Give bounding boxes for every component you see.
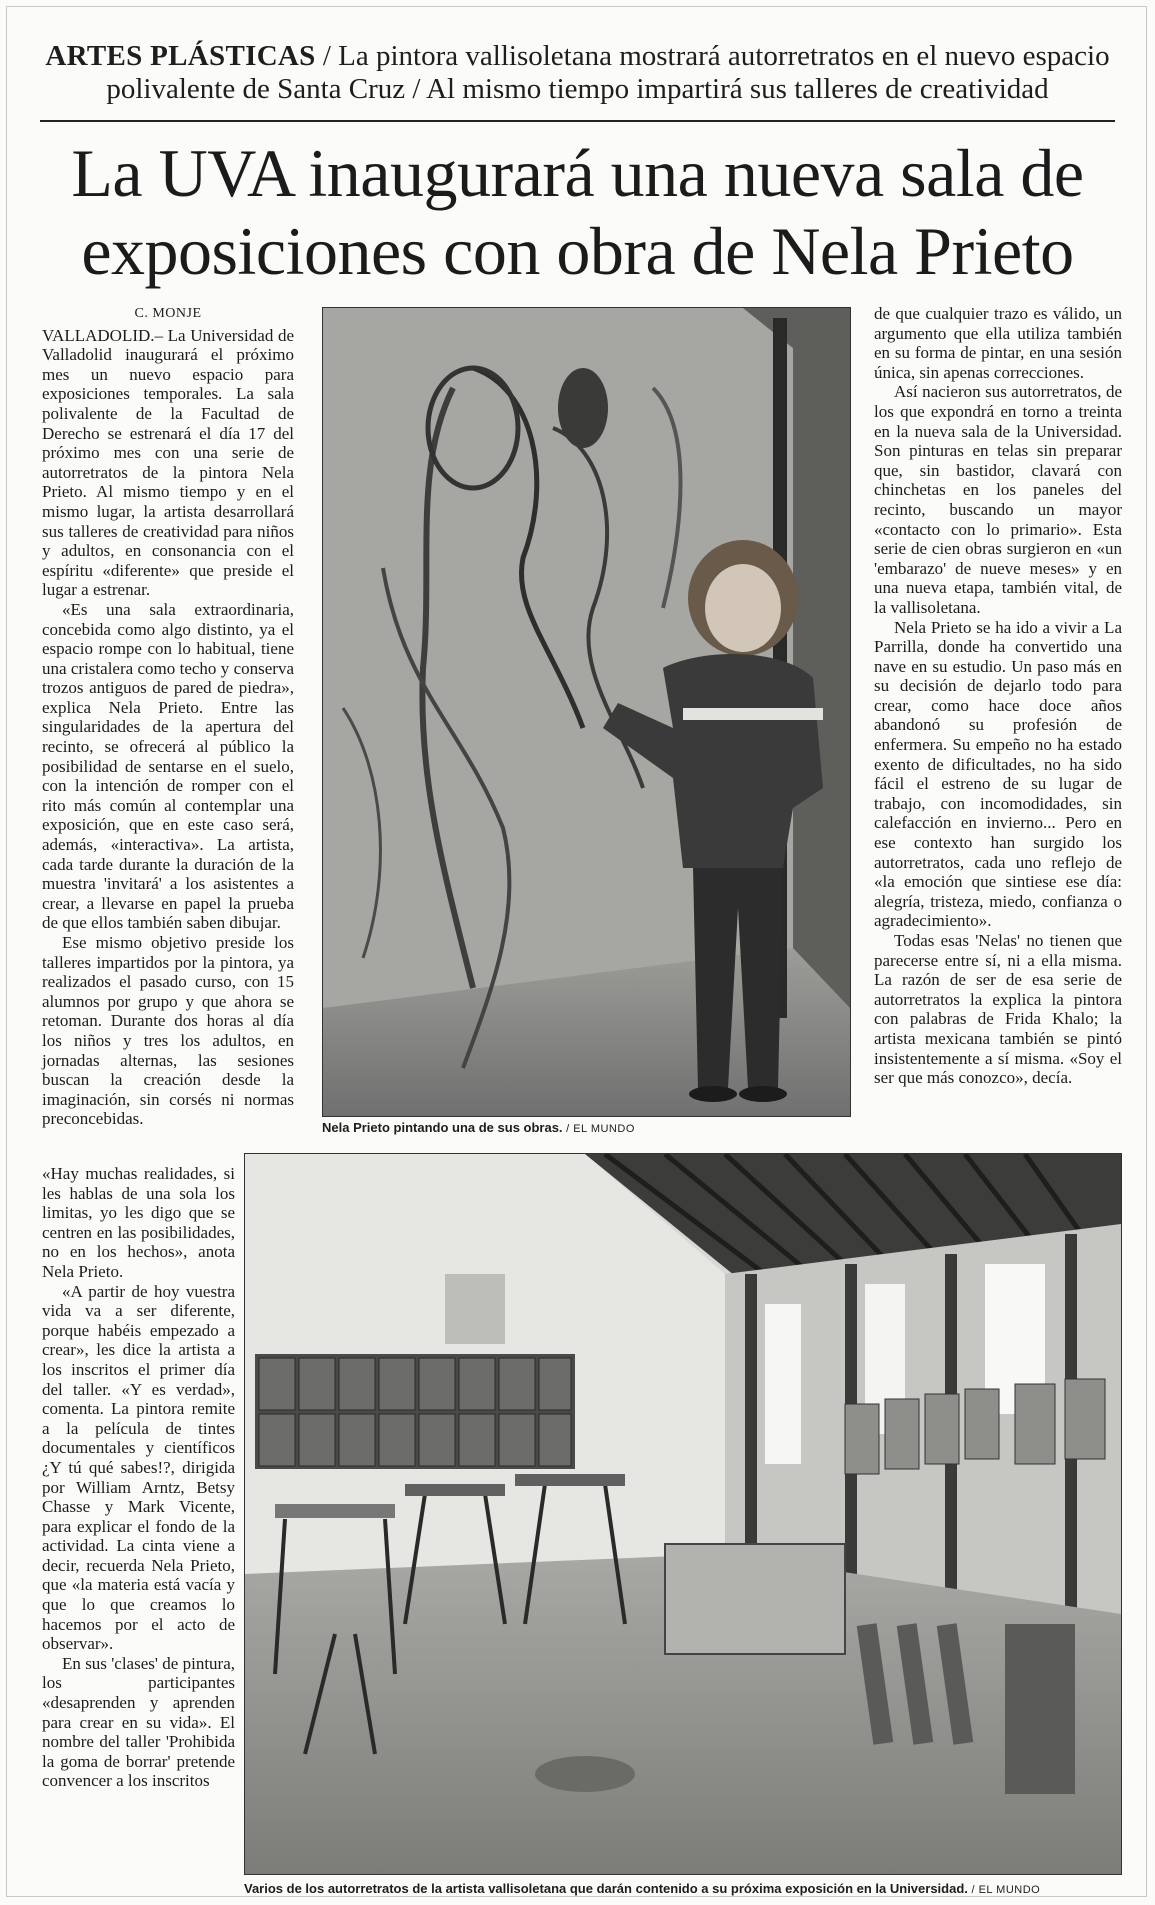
paragraph: Nela Prieto se ha ido a vivir a La Parrilla, donde ha convertido una nave en su estudio. Un paso más en su decisión de dejarlo todo para crear, como hace doce años abandonó su profesión de enfermera. Su empeño no ha estado exento de dificultades, no ha sido fácil el estreno de su lugar de trabajo, con incomodidades, sin calefacción en invierno... Pero en ese contexto han surgido los autorretratos, cada uno reflejo de «la emoción que sintiese ese día: alegría, tristeza, miedo, confianza o agradecimiento». (874, 617, 1122, 931)
headline-line-1: La UVA inaugurará una nueva sala de (71, 135, 1084, 211)
paragraph: «Es una sala extraordinaria, concebida como algo distinto, ya el espacio rompe con lo habitual, tiene una cristalera como techo y conserva trozos antiguos de pared de piedra», explica Nela Prieto. Entre las singularidades de la apertura del recinto, se ofrecerá al público la posibilidad de sentarse en el suelo, con la intención de romper con el rito más común al contemplar una exposición, que en este caso será, además, «interactiva». La artista, cada tarde durante la duración de la muestra 'invitará' a los asistentes a crear, a llevarse en papel la prueba de que ellos también saben dibujar. (42, 599, 294, 933)
paragraph: Así nacieron sus autorretratos, de los que expondrá en torno a treinta en la nueva sala de la Universidad. Son pinturas en telas sin preparar que, sin bastidor, clavará con chinchetas en los paneles del recinto, buscando un mayor «contacto con lo primario». Esta serie de cien obras surgieron en «un 'embarazo' de nueve meses» y en una nueva etapa, también vital, de la vallisoletana. (874, 382, 1122, 617)
photo-credit: / EL MUNDO (967, 1884, 1041, 1896)
headline (30, 134, 1125, 290)
photo-artist-image (323, 308, 850, 1116)
column-left-top (42, 304, 294, 1129)
section-label: ARTES PLÁSTICAS (45, 40, 316, 72)
paragraph: «Hay muchas realidades, si les hablas de una sola los limitas, yo les digo que se centren en las posibilidades, no en los hechos», anota Nela Prieto. (42, 1164, 235, 1281)
column-left-bottom (42, 1164, 235, 1791)
paragraph: En sus 'clases' de pintura, los participantes «desaprenden y aprenden para crear en su vida». El nombre del taller 'Prohibida la goma de borrar' pretende convencer a los inscritos (42, 1653, 235, 1791)
photo-studio (244, 1153, 1122, 1875)
photo-studio-image (245, 1154, 1121, 1874)
caption-artist: Nela Prieto pintando una de sus obras. / EL MUNDO (322, 1120, 635, 1135)
byline: C. MONJE (134, 306, 202, 321)
column-right (874, 304, 1122, 1088)
paragraph: Ese mismo objetivo preside los talleres impartidos por la pintora, ya realizados el pasado curso, con 15 alumnos por grupo y que ahora se retoman. Durante dos horas al día los niños y tres los adultos, en jornadas alternas, las sesiones buscan la creación desde la imaginación, sin corsés ni normas preconcebidas. (42, 933, 294, 1129)
kicker (40, 40, 1115, 106)
photo-credit: / EL MUNDO (562, 1123, 635, 1135)
paragraph: Todas esas 'Nelas' no tienen que parecerse entre sí, ni a ella misma. La razón de ser de esa serie de autorretratos la explica la pintora con palabras de Frida Khalo; la artista mexicana también se pintó insistentemente a sí misma. «Soy el ser que más conozco», decía. (874, 931, 1122, 1088)
photo-artist-painting (322, 307, 851, 1117)
dateline: VALLADOLID.– (42, 325, 164, 345)
kicker-line-2: polivalente de Santa Cruz / Al mismo tiempo impartirá sus talleres de creatividad (106, 73, 1049, 105)
kicker-rule (40, 120, 1115, 122)
headline-line-2: exposiciones con obra de Nela Prieto (81, 213, 1074, 289)
paragraph: «A partir de hoy vuestra vida va a ser diferente, porque habéis empezado a crear», les dice la artista a los inscritos el primer día del taller. «Y es verdad», comenta. La pintora remite a la película de tintes documentales y científicos ¿Y tú qué sabes!?, dirigida por William Arntz, Betsy Chasse y Mark Vicente, para explicar el fondo de la actividad. La cinta viene a decir, recuerda Nela Prieto, que «la materia está vacía y que lo que creamos lo hacemos por el acto de observar». (42, 1281, 235, 1654)
caption-studio: Varios de los autorretratos de la artista vallisoletana que darán contenido a su próxima exposición en la Universidad. / EL MUNDO (244, 1881, 1041, 1896)
paragraph: VALLADOLID.– La Universidad de Valladolid inaugurará el próximo mes un nuevo espacio para exposiciones temporales. La sala polivalente de la Facultad de Derecho se estrenará el día 17 del próximo mes con una serie de autorretratos de la pintora Nela Prieto. Al mismo tiempo y en el mismo lugar, la artista desarrollará sus talleres de creatividad para niños y adultos, en consonancia con el espíritu «diferente» que preside el lugar a estrenar. (42, 325, 294, 600)
kicker-line-1: / La pintora vallisoletana mostrará autorretratos en el nuevo espacio (315, 40, 1110, 72)
paragraph: de que cualquier trazo es válido, un argumento que ella utiliza también en su forma de pintar, en una sesión única, sin apenas correcciones. (874, 304, 1122, 382)
